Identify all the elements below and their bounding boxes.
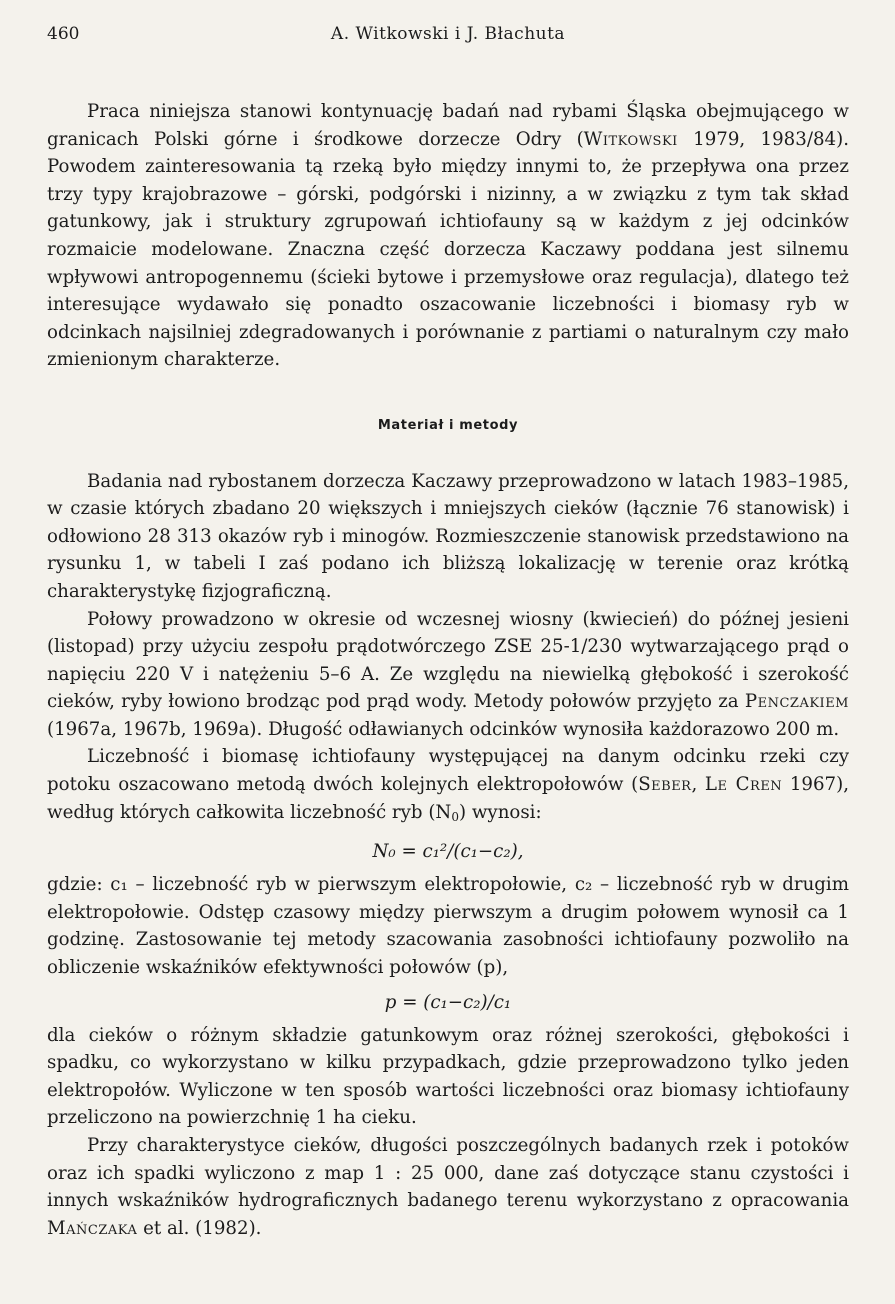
citation-author: Penczakiem [744,691,849,713]
section-heading: Materiał i metody [377,417,519,433]
methods-p2-text-continued: (1967a, 1967b, 1969a). Długość odławianych odcinków wynosiła każdorazowo 200 m. [47,718,840,740]
running-title: A. Witkowski i J. Błachuta [330,24,566,44]
methods-paragraph-1: Badania nad rybostanem dorzecza Kaczawy przeprowadzono w latach 1983–1985, w czasie których zbadano 20 większych i mniejszych cieków (łącznie 76 stanowisk) i odłowiono 28 313 okazów ryb i minogów. Rozmieszczenie stanowisk przedstawiono na rysunku 1, w tabeli I zaś podano ich bliższą lokalizację w terenie oraz krótką charakterystykę fizjograficzną. [47,470,849,602]
methods-p2-text: Połowy prowadzono w okresie od wczesnej wiosny (kwiecień) do późnej jesieni (listopad) przy użyciu zespołu prądotwórczego ZSE 25-1/230 wytwarzającego prąd o napięciu 220 V i natężeniu 5–6 A. Ze względu na niewielką głębokość i szerokość cieków, ryby łowiono brodząc pod prąd wody. Metody połowów przyjęto za [47,608,849,713]
article-page [47,22,849,1242]
citation-separator: , [691,774,705,796]
citation-author: Seber [638,774,692,796]
methods-paragraph-4: gdzie: c₁ – liczebność ryb w pierwszym elektropołowie, c₂ – liczebność ryb w drugim elektropołowie. Odstęp czasowy między pierwszym a drugim połowem wynosił ca 1 godzinę. Zastosowanie tej metody szacowania zasobności ichtiofauny pozwoliło na obliczenie wskaźników efektywności połowów (p), [47,874,849,979]
methods-p3-text: Liczebność i biomasę ichtiofauny występującej na danym odcinku rzeki czy potoku oszacowano metodą dwóch kolejnych elektropołowów ( [47,746,849,796]
methods-paragraph-2 [47,606,849,744]
methods-paragraph-3 [47,743,849,831]
methods-p6-text-continued: et al. (1982). [137,1217,262,1239]
methods-p6-text: Przy charakterystyce cieków, długości poszczególnych badanych rzek i potoków oraz ich spadki wyliczono z map 1 : 25 000, dane zaś dotyczące stanu czystości i innych wskaźników hydrograficznych badanego terenu wykorzystano z opracowania [47,1135,849,1212]
intro-text-continued: 1979, 1983/84). Powodem zainteresowania tą rzeką było między innymi to, że przepływa ona przez trzy typy krajobrazowe – górski, podgórski i nizinny, a w związku z tym tak skład gatunkowy, jak i struktury zgrupowań ichtiofauny są w każdym z jej odcinków rozmaicie modelowane. Znaczna część dorzecza Kaczawy poddana jest silnemu wpływowi antropogennemu (ścieki bytowe i przemysłowe oraz regulacja), dlatego też interesujące wydawało się ponadto oszacowanie liczebności i biomasy ryb w odcinkach najsilniej zdegradowanych i porównanie z partiami o naturalnym czy mało zmienionym charakterze. [47,128,849,371]
formula-catch-efficiency: p = (c₁−c₂)/c₁ [384,991,512,1013]
intro-paragraph [47,98,849,374]
article-body [47,98,849,1242]
intro-text: Praca niniejsza stanowi kontynuację badań nad rybami Śląska obejmującego w granicach Polski górne i środkowe dorzecze Odry ( [47,101,849,150]
page-number: 460 [47,24,80,44]
citation-author: Le Cren [704,774,783,796]
citation-author: Witkowski [583,128,678,150]
citation-author: Mańczaka [47,1217,138,1239]
methods-p3-text-continued: 1967), według których całkowita liczebność ryb (N [47,774,849,823]
subscript: 0 [451,809,459,824]
methods-p3-text-end: ) wynosi: [458,801,542,823]
methods-paragraph-6 [47,1132,849,1242]
methods-paragraph-5: dla cieków o różnym składzie gatunkowym oraz różnej szerokości, głębokości i spadku, co wykorzystano w kilku przypadkach, gdzie przeprowadzono tylko jeden elektropołów. Wyliczone w ten sposób wartości liczebności oraz biomasy ichtiofauny przeliczono na powierzchnię 1 ha cieku. [47,1024,849,1129]
running-header [47,22,849,50]
formula-population-estimate: N₀ = c₁²/(c₁−c₂), [372,841,524,863]
